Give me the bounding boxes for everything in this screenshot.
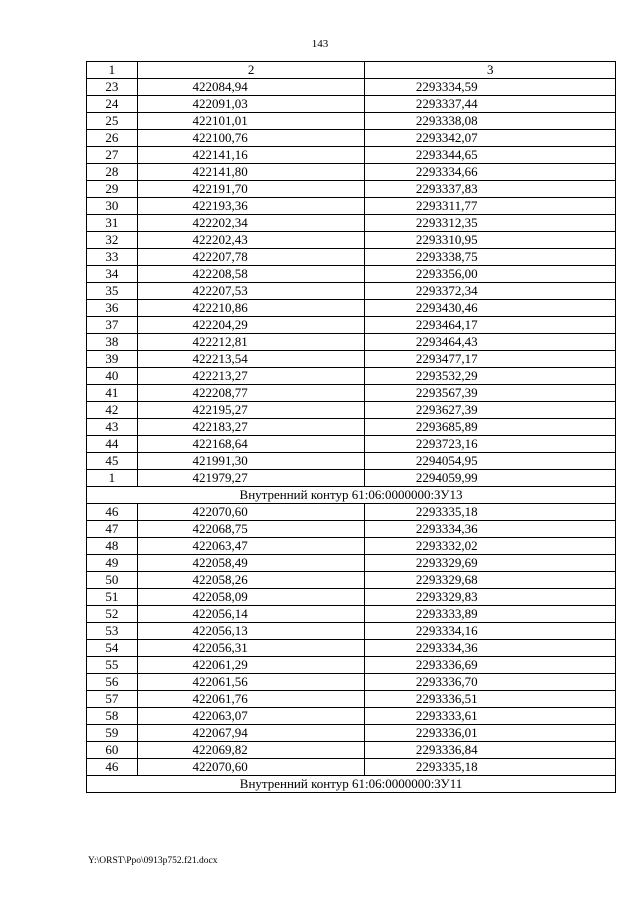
point-number: 23 (87, 79, 138, 96)
y-coordinate: 2293338,08 (365, 113, 616, 130)
y-coordinate: 2293338,75 (365, 249, 616, 266)
x-coordinate: 422100,76 (137, 130, 365, 147)
table-row (87, 640, 616, 657)
point-number: 40 (87, 368, 138, 385)
point-number: 54 (87, 640, 138, 657)
x-coordinate: 422191,70 (137, 181, 365, 198)
point-number: 26 (87, 130, 138, 147)
y-coordinate: 2293310,95 (365, 232, 616, 249)
x-coordinate: 422212,81 (137, 334, 365, 351)
table-row (87, 283, 616, 300)
header-col-1: 1 (87, 62, 138, 79)
table-row (87, 759, 616, 776)
x-coordinate: 422070,60 (137, 759, 365, 776)
x-coordinate: 422063,07 (137, 708, 365, 725)
point-number: 46 (87, 759, 138, 776)
x-coordinate: 422063,47 (137, 538, 365, 555)
y-coordinate: 2293329,68 (365, 572, 616, 589)
point-number: 39 (87, 351, 138, 368)
x-coordinate: 422168,64 (137, 436, 365, 453)
table-row (87, 198, 616, 215)
x-coordinate: 422208,58 (137, 266, 365, 283)
table-row (87, 79, 616, 96)
table-row (87, 368, 616, 385)
y-coordinate: 2293332,02 (365, 538, 616, 555)
x-coordinate: 421991,30 (137, 453, 365, 470)
y-coordinate: 2293334,66 (365, 164, 616, 181)
y-coordinate: 2294054,95 (365, 453, 616, 470)
point-number: 49 (87, 555, 138, 572)
table-row (87, 674, 616, 691)
point-number: 42 (87, 402, 138, 419)
point-number: 51 (87, 589, 138, 606)
header-col-2: 2 (137, 62, 365, 79)
x-coordinate: 422061,56 (137, 674, 365, 691)
table-row (87, 385, 616, 402)
x-coordinate: 422084,94 (137, 79, 365, 96)
point-number: 29 (87, 181, 138, 198)
coordinates-table-body (87, 62, 616, 793)
point-number: 38 (87, 334, 138, 351)
point-number: 41 (87, 385, 138, 402)
x-coordinate: 422058,49 (137, 555, 365, 572)
y-coordinate: 2293333,89 (365, 606, 616, 623)
y-coordinate: 2293356,00 (365, 266, 616, 283)
y-coordinate: 2293311,77 (365, 198, 616, 215)
y-coordinate: 2293336,84 (365, 742, 616, 759)
y-coordinate: 2293336,51 (365, 691, 616, 708)
point-number: 36 (87, 300, 138, 317)
point-number: 53 (87, 623, 138, 640)
y-coordinate: 2293333,61 (365, 708, 616, 725)
y-coordinate: 2293334,36 (365, 640, 616, 657)
point-number: 47 (87, 521, 138, 538)
x-coordinate: 421979,27 (137, 470, 365, 487)
y-coordinate: 2293335,18 (365, 759, 616, 776)
y-coordinate: 2293685,89 (365, 419, 616, 436)
point-number: 35 (87, 283, 138, 300)
table-row (87, 96, 616, 113)
table-row (87, 572, 616, 589)
table-row (87, 555, 616, 572)
x-coordinate: 422141,80 (137, 164, 365, 181)
x-coordinate: 422070,60 (137, 504, 365, 521)
x-coordinate: 422204,29 (137, 317, 365, 334)
y-coordinate: 2293532,29 (365, 368, 616, 385)
table-row (87, 147, 616, 164)
x-coordinate: 422141,16 (137, 147, 365, 164)
table-row (87, 708, 616, 725)
point-number: 25 (87, 113, 138, 130)
y-coordinate: 2293337,83 (365, 181, 616, 198)
header-col-3: 3 (365, 62, 616, 79)
table-row (87, 623, 616, 640)
y-coordinate: 2293334,16 (365, 623, 616, 640)
point-number: 52 (87, 606, 138, 623)
x-coordinate: 422183,27 (137, 419, 365, 436)
point-number: 50 (87, 572, 138, 589)
point-number: 31 (87, 215, 138, 232)
x-coordinate: 422061,29 (137, 657, 365, 674)
point-number: 33 (87, 249, 138, 266)
coordinates-table (86, 61, 616, 793)
file-path: Y:\ORST\Ppo\0913p752.f21.docx (88, 856, 218, 866)
table-row (87, 300, 616, 317)
y-coordinate: 2293336,70 (365, 674, 616, 691)
y-coordinate: 2293335,18 (365, 504, 616, 521)
table-row (87, 215, 616, 232)
table-row (87, 113, 616, 130)
x-coordinate: 422207,53 (137, 283, 365, 300)
x-coordinate: 422056,31 (137, 640, 365, 657)
table-row (87, 419, 616, 436)
x-coordinate: 422202,34 (137, 215, 365, 232)
table-row (87, 317, 616, 334)
table-row (87, 470, 616, 487)
table-row (87, 249, 616, 266)
y-coordinate: 2293329,83 (365, 589, 616, 606)
table-row (87, 181, 616, 198)
point-number: 45 (87, 453, 138, 470)
point-number: 37 (87, 317, 138, 334)
x-coordinate: 422068,75 (137, 521, 365, 538)
x-coordinate: 422069,82 (137, 742, 365, 759)
x-coordinate: 422067,94 (137, 725, 365, 742)
y-coordinate: 2293430,46 (365, 300, 616, 317)
table-row (87, 266, 616, 283)
point-number: 56 (87, 674, 138, 691)
y-coordinate: 2293344,65 (365, 147, 616, 164)
point-number: 44 (87, 436, 138, 453)
x-coordinate: 422193,36 (137, 198, 365, 215)
table-row (87, 538, 616, 555)
table-row (87, 402, 616, 419)
point-number: 60 (87, 742, 138, 759)
table-row (87, 130, 616, 147)
table-row (87, 504, 616, 521)
table-row (87, 164, 616, 181)
y-coordinate: 2293337,44 (365, 96, 616, 113)
x-coordinate: 422213,54 (137, 351, 365, 368)
x-coordinate: 422210,86 (137, 300, 365, 317)
y-coordinate: 2293627,39 (365, 402, 616, 419)
table-row (87, 232, 616, 249)
y-coordinate: 2293723,16 (365, 436, 616, 453)
table-row (87, 742, 616, 759)
point-number: 30 (87, 198, 138, 215)
x-coordinate: 422058,09 (137, 589, 365, 606)
y-coordinate: 2293334,59 (365, 79, 616, 96)
point-number: 55 (87, 657, 138, 674)
table-row (87, 351, 616, 368)
x-coordinate: 422056,13 (137, 623, 365, 640)
header-row (87, 62, 616, 79)
y-coordinate: 2293336,01 (365, 725, 616, 742)
table-row (87, 606, 616, 623)
x-coordinate: 422101,01 (137, 113, 365, 130)
point-number: 57 (87, 691, 138, 708)
point-number: 48 (87, 538, 138, 555)
table-row (87, 691, 616, 708)
point-number: 58 (87, 708, 138, 725)
y-coordinate: 2293477,17 (365, 351, 616, 368)
point-number: 24 (87, 96, 138, 113)
table-row (87, 589, 616, 606)
section-row (87, 776, 616, 793)
table-row (87, 334, 616, 351)
y-coordinate: 2294059,99 (365, 470, 616, 487)
x-coordinate: 422202,43 (137, 232, 365, 249)
table-row (87, 657, 616, 674)
x-coordinate: 422207,78 (137, 249, 365, 266)
point-number: 43 (87, 419, 138, 436)
section-title: Внутренний контур 61:06:0000000:ЗУ11 (87, 776, 616, 793)
y-coordinate: 2293336,69 (365, 657, 616, 674)
y-coordinate: 2293464,43 (365, 334, 616, 351)
x-coordinate: 422213,27 (137, 368, 365, 385)
table-row (87, 521, 616, 538)
point-number: 34 (87, 266, 138, 283)
x-coordinate: 422061,76 (137, 691, 365, 708)
table-row (87, 725, 616, 742)
y-coordinate: 2293567,39 (365, 385, 616, 402)
point-number: 28 (87, 164, 138, 181)
x-coordinate: 422195,27 (137, 402, 365, 419)
y-coordinate: 2293342,07 (365, 130, 616, 147)
x-coordinate: 422058,26 (137, 572, 365, 589)
point-number: 1 (87, 470, 138, 487)
point-number: 46 (87, 504, 138, 521)
point-number: 32 (87, 232, 138, 249)
y-coordinate: 2293464,17 (365, 317, 616, 334)
y-coordinate: 2293334,36 (365, 521, 616, 538)
table-row (87, 436, 616, 453)
x-coordinate: 422208,77 (137, 385, 365, 402)
y-coordinate: 2293372,34 (365, 283, 616, 300)
x-coordinate: 422091,03 (137, 96, 365, 113)
table-row (87, 453, 616, 470)
section-row (87, 487, 616, 504)
section-title: Внутренний контур 61:06:0000000:ЗУ13 (87, 487, 616, 504)
page-number: 143 (311, 38, 329, 50)
y-coordinate: 2293312,35 (365, 215, 616, 232)
point-number: 27 (87, 147, 138, 164)
y-coordinate: 2293329,69 (365, 555, 616, 572)
point-number: 59 (87, 725, 138, 742)
x-coordinate: 422056,14 (137, 606, 365, 623)
